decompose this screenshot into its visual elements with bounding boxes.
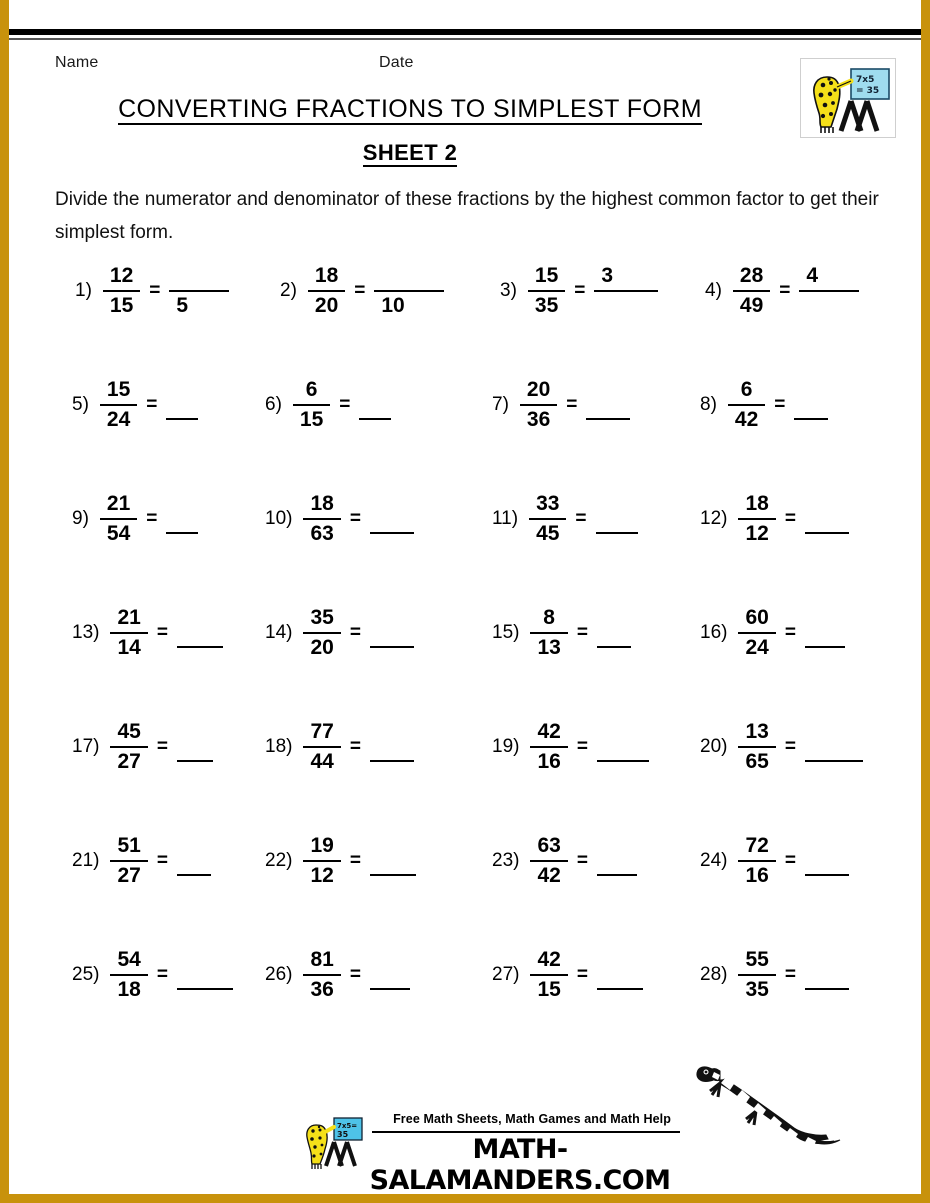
fraction	[303, 720, 340, 775]
fraction-denominator: 63	[303, 518, 340, 547]
page-border-top-left	[0, 0, 9, 30]
fraction-denominator: 54	[100, 518, 137, 547]
header-rule-thin	[9, 38, 921, 40]
equals-sign: =	[576, 850, 588, 871]
fraction	[530, 720, 567, 775]
problem-number: 17)	[72, 736, 100, 757]
problem-number: 24)	[700, 850, 728, 871]
svg-text:7x5=: 7x5=	[337, 1122, 358, 1130]
fraction	[520, 378, 557, 433]
problem-7	[492, 372, 630, 438]
header-rule-thick	[9, 29, 921, 35]
equals-sign: =	[156, 850, 168, 871]
equals-sign: =	[349, 508, 361, 529]
fraction	[738, 492, 775, 547]
fraction-denominator: 42	[728, 404, 765, 433]
fraction-numerator: 18	[310, 491, 334, 515]
fraction-denominator: 44	[303, 746, 340, 775]
answer-blank[interactable]	[805, 846, 849, 876]
fraction-denominator: 16	[738, 860, 775, 889]
fraction-numerator: 81	[310, 947, 334, 971]
fraction-numerator: 13	[745, 719, 769, 743]
problem-27	[492, 942, 643, 1008]
equals-sign: =	[576, 736, 588, 757]
problem-number: 2)	[280, 280, 297, 301]
fraction-numerator: 35	[310, 605, 334, 629]
fraction-denominator: 12	[303, 860, 340, 889]
problem-17	[72, 714, 213, 780]
answer-blank[interactable]	[794, 390, 828, 420]
problem-28	[700, 942, 849, 1008]
answer-denominator[interactable]: 10	[374, 290, 444, 319]
answer-blank[interactable]	[597, 960, 643, 990]
fraction	[738, 834, 775, 889]
fraction	[728, 378, 765, 433]
problem-24	[700, 828, 849, 894]
problem-number: 16)	[700, 622, 728, 643]
problem-8	[700, 372, 828, 438]
answer-blank[interactable]	[596, 504, 638, 534]
svg-text:35: 35	[337, 1130, 349, 1139]
fraction-denominator: 14	[110, 632, 147, 661]
svg-text:7x5: 7x5	[856, 75, 875, 85]
fraction-numerator: 63	[537, 833, 561, 857]
title-block	[40, 96, 780, 167]
problem-20	[700, 714, 863, 780]
fraction-numerator: 6	[305, 377, 318, 401]
answer-denominator[interactable]	[594, 290, 658, 319]
footer-tagline: Free Math Sheets, Math Games and Math Help	[393, 1112, 671, 1126]
answer-blank[interactable]	[359, 390, 391, 420]
fraction-numerator: 55	[745, 947, 769, 971]
problem-number: 26)	[265, 964, 293, 985]
problem-number: 3)	[500, 280, 517, 301]
answer-fraction[interactable]	[169, 264, 229, 319]
problem-number: 8)	[700, 394, 717, 415]
fraction-numerator: 8	[543, 605, 555, 629]
fraction-numerator: 6	[740, 377, 753, 401]
fraction-numerator: 42	[537, 947, 561, 971]
problem-number: 28)	[700, 964, 728, 985]
page-title: CONVERTING FRACTIONS TO SIMPLEST FORM	[118, 96, 702, 125]
fraction-denominator: 13	[530, 632, 567, 661]
fraction-numerator: 15	[534, 263, 559, 287]
fraction	[738, 948, 775, 1003]
fraction-denominator: 20	[308, 290, 345, 319]
problem-number: 21)	[72, 850, 100, 871]
answer-blank[interactable]	[166, 504, 198, 534]
problem-number: 23)	[492, 850, 520, 871]
footer	[300, 1110, 680, 1196]
answer-blank[interactable]	[177, 846, 211, 876]
problems-grid	[0, 258, 930, 1056]
problem-number: 4)	[705, 280, 722, 301]
fraction-numerator: 15	[106, 377, 131, 401]
equals-sign: =	[774, 394, 786, 415]
fraction-numerator: 72	[745, 833, 769, 857]
problem-number: 6)	[265, 394, 282, 415]
problem-number: 27)	[492, 964, 520, 985]
answer-blank[interactable]	[177, 960, 233, 990]
equals-sign: =	[784, 508, 796, 529]
problem-10	[265, 486, 414, 552]
problem-number: 22)	[265, 850, 293, 871]
fraction-denominator: 42	[530, 860, 567, 889]
problem-2	[280, 258, 444, 324]
fraction-numerator: 19	[310, 833, 334, 857]
problem-22	[265, 828, 416, 894]
answer-blank[interactable]	[370, 732, 414, 762]
equals-sign: =	[566, 394, 578, 415]
fraction-denominator: 65	[738, 746, 775, 775]
fraction-denominator: 35	[738, 974, 775, 1003]
page-subtitle: SHEET 2	[363, 141, 458, 167]
problem-19	[492, 714, 649, 780]
problem-number: 25)	[72, 964, 100, 985]
equals-sign: =	[349, 736, 361, 757]
equals-sign: =	[784, 622, 796, 643]
instructions-text: Divide the numerator and denominator of these fractions by the highest common factor to get their simplest form.	[55, 189, 879, 244]
equals-sign: =	[354, 280, 366, 301]
problem-number: 11)	[492, 508, 519, 529]
fraction	[529, 492, 566, 547]
fraction	[303, 606, 340, 661]
problem-number: 1)	[75, 280, 92, 301]
problem-number: 5)	[72, 394, 89, 415]
subtitle-wrap	[40, 141, 780, 167]
fraction	[110, 948, 147, 1003]
answer-blank[interactable]	[805, 504, 849, 534]
fraction-denominator: 27	[110, 860, 147, 889]
answer-blank[interactable]	[370, 960, 410, 990]
fraction	[303, 948, 340, 1003]
problem-row	[0, 600, 930, 714]
svg-text:= 35: = 35	[856, 86, 880, 96]
fraction-numerator: 33	[536, 491, 560, 515]
problem-6	[265, 372, 391, 438]
fraction-numerator: 54	[117, 947, 141, 971]
fraction-denominator: 15	[530, 974, 567, 1003]
answer-blank[interactable]	[597, 732, 649, 762]
problem-number: 15)	[492, 622, 520, 643]
fraction-denominator: 24	[738, 632, 775, 661]
equals-sign: =	[349, 964, 361, 985]
equals-sign: =	[574, 280, 586, 301]
problem-21	[72, 828, 211, 894]
fraction	[530, 948, 567, 1003]
problem-25	[72, 942, 233, 1008]
answer-blank[interactable]	[177, 732, 213, 762]
problem-row	[0, 258, 930, 372]
equals-sign: =	[156, 736, 168, 757]
equals-sign: =	[784, 850, 796, 871]
problem-number: 19)	[492, 736, 520, 757]
problem-23	[492, 828, 637, 894]
fraction-denominator: 35	[528, 290, 565, 319]
fraction-denominator: 15	[293, 404, 330, 433]
footer-url: MATH-SALAMANDERS.COM	[369, 1134, 671, 1196]
problem-number: 14)	[265, 622, 293, 643]
answer-numerator[interactable]	[374, 264, 444, 290]
fraction	[303, 492, 340, 547]
fraction	[530, 606, 567, 661]
fraction	[738, 720, 775, 775]
equals-sign: =	[784, 964, 796, 985]
fraction	[308, 264, 345, 319]
problem-5	[72, 372, 198, 438]
equals-sign: =	[146, 508, 158, 529]
problem-18	[265, 714, 414, 780]
equals-sign: =	[576, 622, 588, 643]
fraction-numerator: 20	[526, 377, 551, 401]
fraction-numerator: 28	[739, 263, 764, 287]
equals-sign: =	[576, 964, 588, 985]
problem-number: 18)	[265, 736, 293, 757]
fraction	[110, 606, 147, 661]
problem-row	[0, 486, 930, 600]
equals-sign: =	[784, 736, 796, 757]
fraction	[733, 264, 770, 319]
answer-blank[interactable]	[597, 618, 631, 648]
problem-3	[500, 258, 658, 324]
equals-sign: =	[156, 964, 168, 985]
page-border-top-right	[921, 0, 930, 30]
answer-blank[interactable]	[586, 390, 630, 420]
footer-divider	[372, 1131, 680, 1133]
problem-12	[700, 486, 849, 552]
fraction	[528, 264, 565, 319]
problem-row	[0, 372, 930, 486]
fraction-denominator: 20	[303, 632, 340, 661]
problem-15	[492, 600, 631, 666]
problem-14	[265, 600, 414, 666]
problem-11	[492, 486, 638, 552]
problem-number: 20)	[700, 736, 728, 757]
equals-sign: =	[146, 394, 158, 415]
problem-row	[0, 828, 930, 942]
fraction-denominator: 12	[738, 518, 775, 547]
problem-row	[0, 714, 930, 828]
fraction-numerator: 21	[106, 491, 131, 515]
answer-blank[interactable]	[805, 960, 849, 990]
answer-blank[interactable]	[177, 618, 223, 648]
fraction-denominator: 49	[733, 290, 770, 319]
answer-denominator[interactable]	[799, 290, 859, 319]
fraction	[303, 834, 340, 889]
answer-blank[interactable]	[370, 504, 414, 534]
problem-number: 10)	[265, 508, 293, 529]
fraction-numerator: 18	[314, 263, 339, 287]
fraction-denominator: 24	[100, 404, 137, 433]
problem-26	[265, 942, 410, 1008]
fraction-numerator: 12	[109, 263, 134, 287]
salamander-illustration	[690, 1033, 850, 1158]
equals-sign: =	[149, 280, 161, 301]
equals-sign: =	[349, 622, 361, 643]
answer-fraction[interactable]	[594, 264, 658, 319]
answer-numerator[interactable]: 4	[806, 263, 819, 287]
answer-blank[interactable]	[370, 846, 416, 876]
answer-blank[interactable]	[166, 390, 198, 420]
date-label: Date	[379, 54, 414, 71]
fraction-denominator: 36	[303, 974, 340, 1003]
problem-number: 12)	[700, 508, 728, 529]
fraction	[293, 378, 330, 433]
fraction-numerator: 21	[117, 605, 141, 629]
problem-13	[72, 600, 223, 666]
answer-numerator[interactable]: 3	[601, 263, 614, 287]
fraction	[103, 264, 140, 319]
fraction	[110, 720, 147, 775]
answer-fraction[interactable]	[799, 264, 859, 319]
equals-sign: =	[779, 280, 791, 301]
fraction-denominator: 27	[110, 746, 147, 775]
page-border-top-gap	[0, 0, 930, 26]
fraction	[110, 834, 147, 889]
name-label: Name	[55, 54, 99, 71]
fraction-numerator: 51	[117, 833, 141, 857]
fraction	[738, 606, 775, 661]
answer-denominator[interactable]: 5	[169, 290, 229, 319]
fraction-denominator: 16	[530, 746, 567, 775]
answer-numerator[interactable]	[169, 264, 229, 290]
fraction-denominator: 36	[520, 404, 557, 433]
problem-4	[705, 258, 859, 324]
problem-16	[700, 600, 845, 666]
answer-blank[interactable]	[370, 618, 414, 648]
fraction-numerator: 45	[117, 719, 141, 743]
answer-blank[interactable]	[805, 618, 845, 648]
fraction-denominator: 18	[110, 974, 147, 1003]
math-salamanders-logo-icon	[800, 58, 896, 138]
answer-fraction[interactable]	[374, 264, 444, 319]
fraction-numerator: 60	[745, 605, 769, 629]
equals-sign: =	[575, 508, 587, 529]
problem-number: 9)	[72, 508, 89, 529]
equals-sign: =	[339, 394, 351, 415]
equals-sign: =	[156, 622, 168, 643]
equals-sign: =	[349, 850, 361, 871]
problem-number: 13)	[72, 622, 100, 643]
fraction-numerator: 42	[537, 719, 561, 743]
answer-blank[interactable]	[805, 732, 863, 762]
fraction	[100, 378, 137, 433]
fraction	[100, 492, 137, 547]
fraction-denominator: 45	[529, 518, 566, 547]
fraction-denominator: 15	[103, 290, 140, 319]
fraction	[530, 834, 567, 889]
problem-number: 7)	[492, 394, 509, 415]
fraction-numerator: 18	[745, 491, 769, 515]
answer-blank[interactable]	[597, 846, 637, 876]
problem-1	[75, 258, 229, 324]
fraction-numerator: 77	[310, 719, 334, 743]
problem-9	[72, 486, 198, 552]
